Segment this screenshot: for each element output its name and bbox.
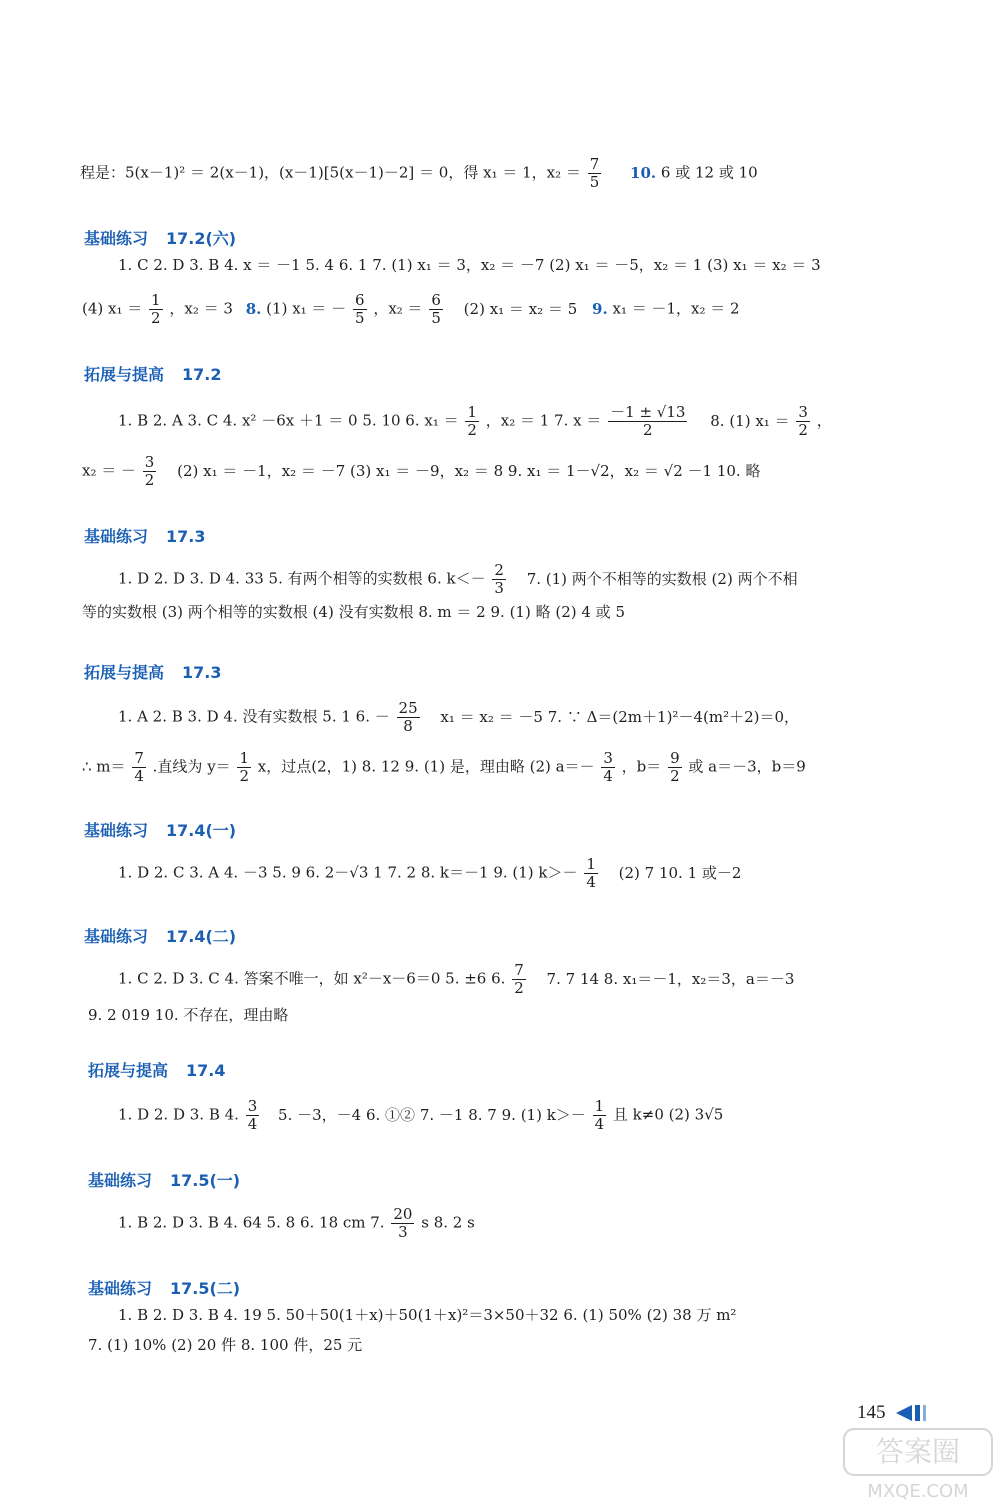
- section-heading: 拓展与提高 17.2: [84, 365, 222, 384]
- section-heading: 基础练习 17.5(一): [88, 1171, 241, 1190]
- fraction: $\frac{7}{5}$: [589, 155, 600, 191]
- fraction: $\frac{6}{5}$: [354, 291, 365, 327]
- fraction: $\frac{7}{4}$: [134, 749, 144, 785]
- answer-line-top: 程是：5(x－1)² ＝ 2(x－1)，(x－1)[5(x－1)－2] ＝ 0，得 x₁ ＝ 1，x₂ ＝ $\frac{7}{5}$ 10. 6 或 12 或 10: [80, 155, 758, 191]
- answer-line: 1. B 2. A 3. C 4. x² －6x ＋1 ＝ 0 5. 10 6. x₁ ＝ $\frac{1}{2}$ ，x₂ ＝ 1 7. x ＝ $\frac{-1 \pm √13}{2}$ 8. (1) x₁ ＝ $\frac{3}{2}$ ，: [118, 403, 832, 439]
- fraction: $\frac{3}{4}$: [247, 1097, 258, 1133]
- fraction: $\frac{1}{2}$: [467, 403, 477, 439]
- fraction: $\frac{1}{2}$: [151, 291, 161, 327]
- fraction: $\frac{25}{8}$: [398, 699, 418, 735]
- answer-line: 1. D 2. D 3. B 4. $\frac{3}{4}$ 5. －3，－4 6. ①② 7. －1 8. 7 9. (1) k＞－ $\frac{1}{4}$ 且 k≠0 (2) 3√5: [118, 1097, 724, 1133]
- answer-line: 1. A 2. B 3. D 4. 没有实数根 5. 1 6. － $\frac{25}{8}$ x₁ ＝ x₂ ＝ －5 7. ∵ Δ＝(2m＋1)²－4(m²＋2)＝0，: [118, 699, 800, 735]
- fraction: $\frac{2}{3}$: [494, 561, 504, 597]
- section-heading: 拓展与提高 17.3: [84, 663, 222, 682]
- answer-line: 7. (1) 10% (2) 20 件 8. 100 件，25 元: [88, 1336, 363, 1354]
- answer-line: 等的实数根 (3) 两个相等的实数根 (4) 没有实数根 8. m ＝ 2 9. (1) 略 (2) 4 或 5: [82, 603, 625, 621]
- answer-line: (4) x₁ ＝ $\frac{1}{2}$ ，x₂ ＝ 3 8. (1) x₁ ＝ － $\frac{6}{5}$ ，x₂ ＝ $\frac{6}{5}$ (2) x₁ ＝ x₂ ＝ 5 9. x₁ ＝ －1，x₂ ＝ 2: [82, 291, 740, 327]
- fraction: $\frac{3}{4}$: [603, 749, 613, 785]
- fraction: $\frac{9}{2}$: [670, 749, 680, 785]
- watermark-logo: [838, 1425, 998, 1503]
- answer-line: x₂ ＝ － $\frac{3}{2}$ (2) x₁ ＝ －1，x₂ ＝ －7 (3) x₁ ＝ －9，x₂ ＝ 8 9. x₁ ＝ 1－√2，x₂ ＝ √2 －1 10. 略: [82, 453, 761, 489]
- section-heading: 基础练习 17.2(六): [84, 229, 237, 248]
- section-heading: 基础练习 17.4(二): [84, 927, 237, 946]
- fraction: $\frac{3}{2}$: [144, 453, 155, 489]
- answer-line: 9. 2 019 10. 不存在，理由略: [88, 1006, 289, 1024]
- section-heading: 基础练习 17.5(二): [88, 1279, 241, 1298]
- fraction: $\frac{-1 \pm √13}{2}$: [610, 403, 686, 439]
- fraction: $\frac{6}{5}$: [431, 291, 441, 327]
- section-heading: 基础练习 17.3: [84, 527, 206, 546]
- answer-line: 1. C 2. D 3. B 4. x ＝ －1 5. 4 6. 1 7. (1) x₁ ＝ 3，x₂ ＝ －7 (2) x₁ ＝ －5，x₂ ＝ 1 (3) x₁ ＝ x₂ ＝ 3: [118, 256, 821, 274]
- section-heading: 拓展与提高 17.4: [88, 1061, 226, 1080]
- answer-line: 1. D 2. C 3. A 4. －3 5. 9 6. 2－√3 1 7. 2 8. k＝－1 9. (1) k＞－ $\frac{1}{4}$ (2) 7 10. 1 或－2: [118, 855, 742, 891]
- svg-text:答案圈: 答案圈: [875, 1435, 961, 1468]
- fraction: $\frac{1}{4}$: [586, 855, 596, 891]
- fraction: $\frac{3}{2}$: [798, 403, 808, 439]
- fraction: $\frac{20}{3}$: [393, 1205, 413, 1241]
- page-arrow-icon: [896, 1404, 930, 1422]
- section-heading: 基础练习 17.4(一): [84, 821, 237, 840]
- answer-line: ∴ m＝ $\frac{7}{4}$ .直线为 y＝ $\frac{1}{2}$ x，过点(2，1) 8. 12 9. (1) 是，理由略 (2) a＝－ $\frac{3}{4}$ ，b＝ $\frac{9}{2}$ 或 a＝－3，b＝9: [82, 749, 806, 785]
- fraction: $\frac{1}{4}$: [594, 1097, 605, 1133]
- answer-line: 1. B 2. D 3. B 4. 64 5. 8 6. 18 cm 7. $\frac{20}{3}$ s 8. 2 s: [118, 1205, 475, 1241]
- page-number: 145: [857, 1402, 886, 1423]
- answer-line: 1. D 2. D 3. D 4. 33 5. 有两个相等的实数根 6. k＜－ $\frac{2}{3}$ 7. (1) 两个不相等的实数根 (2) 两个不相: [118, 561, 798, 597]
- answer-line: 1. C 2. D 3. C 4. 答案不唯一，如 x²－x－6＝0 5. ±6 6. $\frac{7}{2}$ 7. 7 14 8. x₁＝－1，x₂＝3，a＝－3: [118, 961, 795, 997]
- answer-line: 1. B 2. D 3. B 4. 19 5. 50＋50(1＋x)＋50(1＋x)²＝3×50＋32 6. (1) 50% (2) 38 万 m²: [118, 1306, 737, 1324]
- svg-text:MXQE.COM: MXQE.COM: [867, 1481, 969, 1502]
- fraction: $\frac{1}{2}$: [239, 749, 249, 785]
- fraction: $\frac{7}{2}$: [514, 961, 524, 997]
